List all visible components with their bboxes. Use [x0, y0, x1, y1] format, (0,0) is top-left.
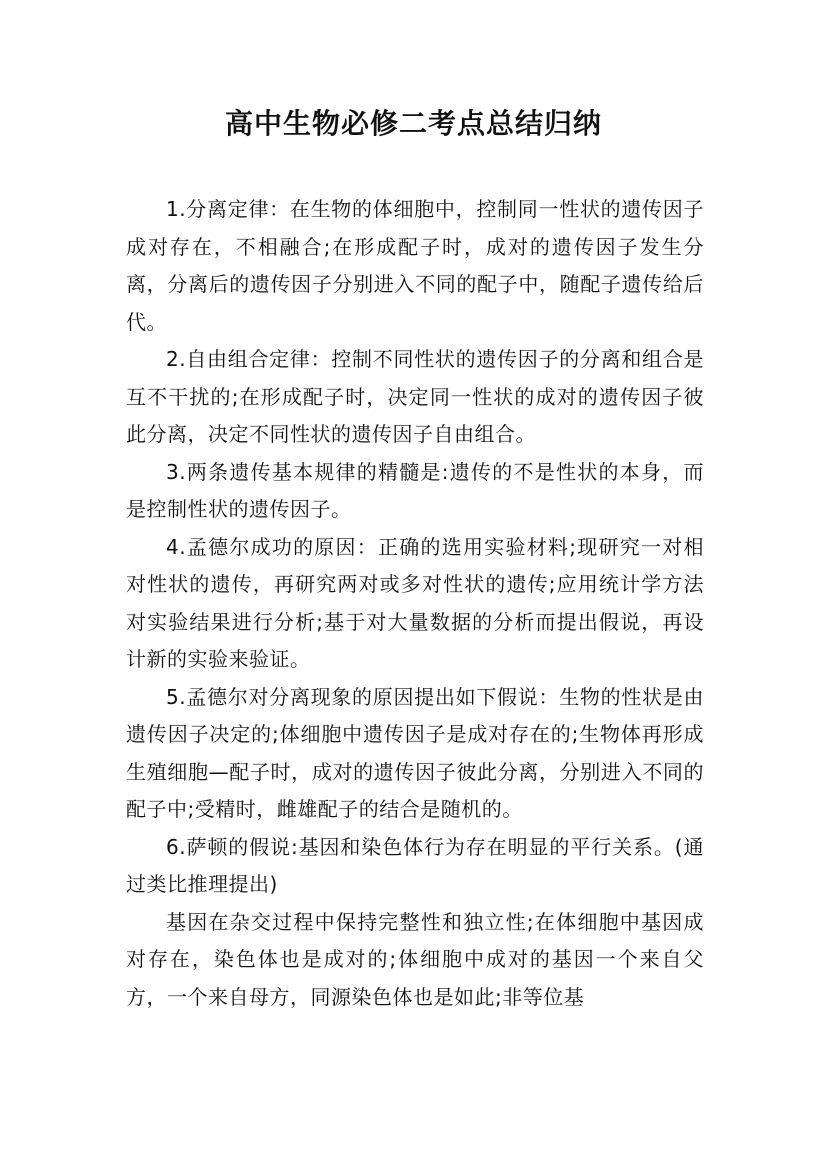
paragraph-gene-chromosome-parallel: 基因在杂交过程中保持完整性和独立性;在体细胞中基因成对存在，染色体也是成对的;体细胞中成对的基因一个来自父方，一个来自母方，同源染色体也是如此;非等位基: [126, 909, 704, 1009]
paragraph-segregation-law: 1.分离定律：在生物的体细胞中，控制同一性状的遗传因子成对存在，不相融合;在形成配子时，成对的遗传因子发生分离，分离后的遗传因子分别进入不同的配子中，随配子遗传给后代。: [126, 197, 704, 334]
document-body: [126, 191, 704, 1016]
paragraph-independent-assortment-law: 2.自由组合定律：控制不同性状的遗传因子的分离和组合是互不干扰的;在形成配子时，决定同一性状的成对的遗传因子彼此分离，决定不同性状的遗传因子自由组合。: [126, 347, 704, 446]
paragraph-sutton-hypothesis: 6.萨顿的假说:基因和染色体行为存在明显的平行关系。(通过类比推理提出): [126, 834, 704, 896]
paragraph-mendel-hypothesis: 5.孟德尔对分离现象的原因提出如下假说：生物的性状是由遗传因子决定的;体细胞中遗传因子是成对存在的;生物体再形成生殖细胞—配子时，成对的遗传因子彼此分离，分别进入不同的配子中;受精时，雌雄配子的结合是随机的。: [126, 684, 704, 821]
paragraph-mendel-success-reasons: 4.孟德尔成功的原因：正确的选用实验材料;现研究一对相对性状的遗传，再研究两对或多对性状的遗传;应用统计学方法对实验结果进行分析;基于对大量数据的分析而提出假说，再设计新的实验来验证。: [126, 534, 704, 671]
paragraph-genetic-laws-essence: 3.两条遗传基本规律的精髓是:遗传的不是性状的本身，而是控制性状的遗传因子。: [126, 459, 704, 521]
document-title: 高中生物必修二考点总结归纳: [224, 107, 602, 140]
